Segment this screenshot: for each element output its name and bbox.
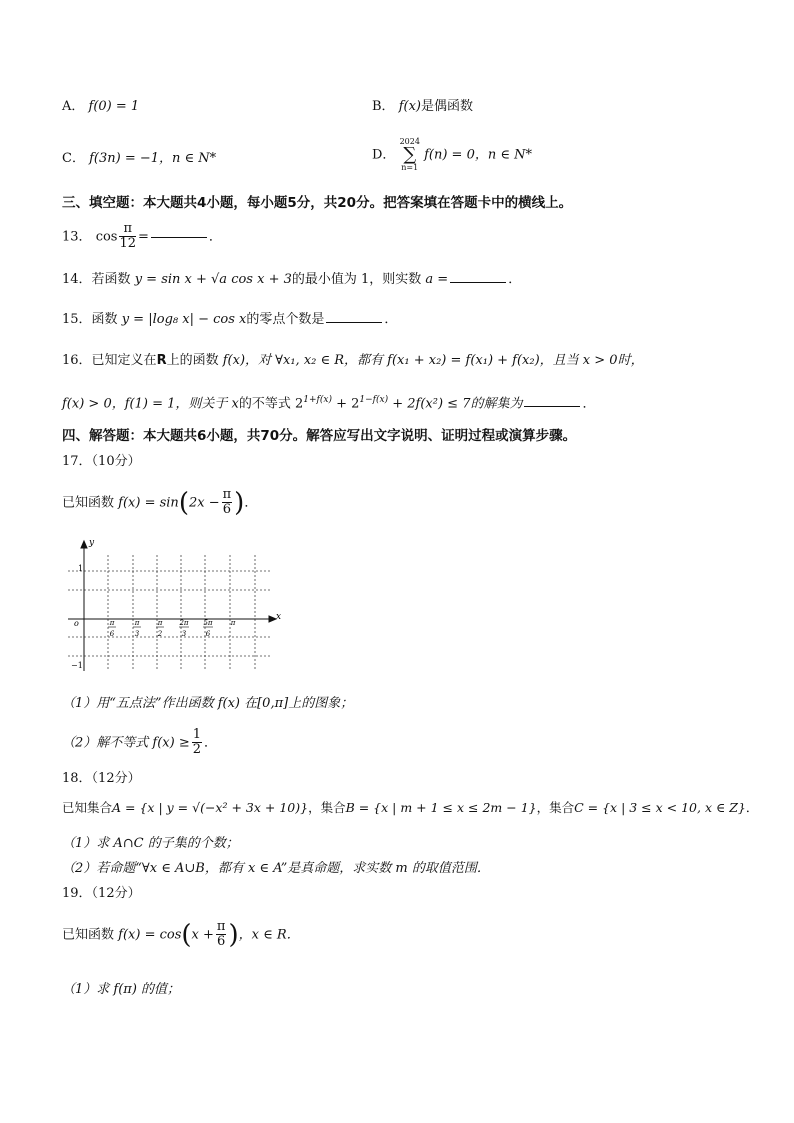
option-d-expr: f(n) = 0，n ∈ N*: [424, 147, 532, 163]
q17-intro-text: 已知函数: [62, 495, 115, 511]
q14-end: ．: [508, 272, 522, 287]
question-16-line2: [62, 396, 595, 410]
q19-tail: ，x ∈ R．: [238, 927, 300, 943]
q19-frac-den: 6: [217, 934, 226, 950]
q17-part1: [62, 697, 353, 710]
section-3-heading: 三、填空题：本大题共4小题，每小题5分，共20分。把答案填在答题卡中的横线上。: [62, 195, 573, 211]
q14-number: 14．: [62, 272, 92, 287]
option-b-suffix: 是偶函数: [421, 99, 474, 114]
q16-text-2a: f(x) > 0，f(1) = 1，则关于: [62, 396, 228, 412]
q16-fx: f(x): [222, 353, 246, 368]
question-14: [62, 273, 521, 286]
q16-end: ．: [582, 396, 596, 412]
option-c-label: C．: [62, 151, 85, 166]
q16-reals: R: [156, 353, 167, 368]
q13-end: ．: [208, 229, 222, 245]
q18-end: ．: [745, 800, 759, 815]
q17-part2-text: （2）解不等式 f(x) ≥: [62, 735, 190, 751]
q19-intro: [62, 920, 300, 950]
option-d-label: D．: [372, 147, 396, 163]
q13-equals: =: [138, 229, 149, 245]
q14-expr: y = sin x + √a cos x + 3: [134, 272, 292, 287]
q18-set-a: A = {x | y = √(−x² + 3x + 10)}: [112, 800, 309, 815]
y-tick-1: 1: [78, 564, 84, 573]
q18-part1: （1）求 A∩C 的子集的个数；: [62, 836, 239, 851]
question-15: [62, 313, 397, 326]
q15-text1: 函数: [91, 312, 118, 327]
y-axis-label: y: [89, 538, 95, 548]
q19-intro-text: 已知函数: [62, 927, 115, 943]
q13-frac-den: 12: [119, 236, 137, 252]
q14-text1: 若函数: [91, 272, 131, 287]
y-tick-neg1: −1: [71, 661, 83, 670]
q17-frac-den: 6: [222, 502, 232, 518]
q17-part2-end: ．: [204, 735, 218, 751]
q17-fraction: [222, 488, 233, 518]
x-tick-6-num: π: [230, 619, 236, 627]
q18-set-b: B = {x | m + 1 ≤ x ≤ 2m − 1}: [345, 800, 537, 815]
q16-number: 16．: [62, 353, 92, 368]
q18-heading: 18．（12分）: [62, 771, 141, 786]
q16-condition: ，对 ∀x₁, x₂ ∈ R，都有 f(x₁ + x₂) = f(x₁) + f(x₂)，且当 x > 0时，: [245, 353, 644, 368]
option-a-label: A．: [62, 99, 85, 114]
q17-heading: 17．（10分）: [62, 454, 141, 469]
q17-right-paren: ): [234, 487, 245, 518]
q13-fraction: [119, 222, 136, 252]
q17-expr-inner: 2x −: [188, 495, 220, 511]
x-tick-5-num: 5π: [203, 619, 213, 627]
q14-text2: 的最小值为 1，则实数: [291, 272, 422, 287]
q17-intro: [62, 488, 257, 518]
option-d: [372, 138, 532, 172]
sigma-symbol: ∑: [403, 144, 417, 165]
q17-left-paren: (: [178, 487, 189, 518]
q15-number: 15．: [62, 312, 92, 327]
q17-part1-text: （1）用“五点法”作出函数 f(x) 在[0,π]上的图象；: [62, 696, 354, 711]
summation: [400, 138, 420, 172]
q19-heading: 19．（12分）: [62, 886, 141, 901]
q17-graph-grid: [60, 535, 290, 675]
x-tick-2-num: π: [134, 619, 140, 627]
x-tick-4-den: 3: [181, 630, 187, 638]
q16-exp2: 1−f(x): [359, 395, 389, 405]
option-c-expr: f(3n) = −1，n ∈ N*: [89, 151, 217, 166]
q15-answer-blank[interactable]: [326, 321, 382, 323]
q17-frac-num: π: [222, 487, 232, 502]
y-axis-arrow: [81, 541, 87, 548]
option-c: [62, 152, 216, 165]
x-tick-4-num: 2π: [179, 619, 189, 627]
x-tick-3-num: π: [157, 619, 163, 627]
q18-set-c: C = {x | 3 ≤ x < 10, x ∈ Z}: [574, 800, 746, 815]
option-a-expr: f(0) = 1: [88, 99, 140, 114]
q13-frac-num: π: [119, 222, 136, 237]
q17-end: ．: [244, 495, 258, 511]
origin-label: o: [74, 619, 79, 628]
sum-lower: n=1: [401, 163, 419, 172]
q15-text2: 的零点个数是: [246, 312, 325, 327]
q18-part2: （2）若命题“∀x ∈ A∪B，都有 x ∈ A”是真命题，求实数 m 的取值范围．: [62, 861, 490, 876]
q17-part2-fraction: [192, 728, 202, 758]
q19-fraction: [216, 920, 227, 950]
section-4-heading: 四、解答题：本大题共6小题，共70分。解答应写出文字说明、证明过程或演算步骤。: [62, 428, 577, 444]
q16-text-a: 已知定义在: [91, 353, 157, 368]
q19-expr-left: f(x) = cos: [118, 927, 182, 943]
q17-part2: [62, 728, 217, 758]
option-b-label: B．: [372, 99, 395, 114]
q16-answer-blank[interactable]: [524, 405, 580, 407]
q16-var-x: x: [231, 396, 239, 412]
q19-right-paren: ): [228, 919, 239, 950]
q19-frac-num: π: [216, 919, 226, 934]
option-b-expr: f(x): [398, 99, 421, 114]
q18-text-c: ，集合: [536, 800, 575, 815]
q13-cos: cos: [95, 229, 118, 245]
q17-part2-den: 2: [192, 742, 201, 758]
q15-end: ．: [384, 312, 398, 327]
question-13: [62, 222, 222, 252]
q16-exp1: 1+f(x): [303, 395, 332, 405]
q16-text-c: 上的函数: [166, 353, 219, 368]
q17-part2-num: 1: [192, 727, 201, 742]
q19-part1: （1）求 f(π) 的值；: [62, 982, 181, 997]
x-tick-5-den: 6: [205, 630, 211, 638]
q18-text-a: 已知集合: [62, 800, 113, 815]
x-tick-2-den: 3: [134, 630, 140, 638]
x-tick-1-num: π: [109, 619, 115, 627]
q14-answer-blank[interactable]: [450, 281, 506, 283]
x-axis-label: x: [276, 612, 282, 622]
x-tick-3-den: 2: [157, 630, 163, 638]
q19-left-paren: (: [181, 919, 192, 950]
q15-expr: y = |log₈ x| − cos x: [121, 312, 247, 327]
x-tick-1-den: 6: [109, 630, 115, 638]
option-a: [62, 100, 139, 113]
q18-text-b: ，集合: [308, 800, 346, 815]
sum-upper: 2024: [399, 137, 420, 146]
q19-expr-inner: x +: [191, 927, 214, 943]
q18-intro: [62, 802, 758, 815]
q13-answer-blank[interactable]: [151, 236, 207, 238]
q14-var: a =: [425, 272, 449, 287]
question-16-line1: [62, 354, 644, 367]
x-axis-arrow: [269, 616, 276, 622]
q16-text-2e: + 2f(x²) ≤ 7的解集为: [388, 396, 523, 412]
option-b: [372, 100, 473, 113]
q16-text-2c: 的不等式 2: [238, 396, 304, 412]
q16-plus: + 2: [331, 396, 360, 412]
q13-number: 13．: [62, 229, 92, 245]
q17-expr-left: f(x) = sin: [118, 495, 179, 511]
